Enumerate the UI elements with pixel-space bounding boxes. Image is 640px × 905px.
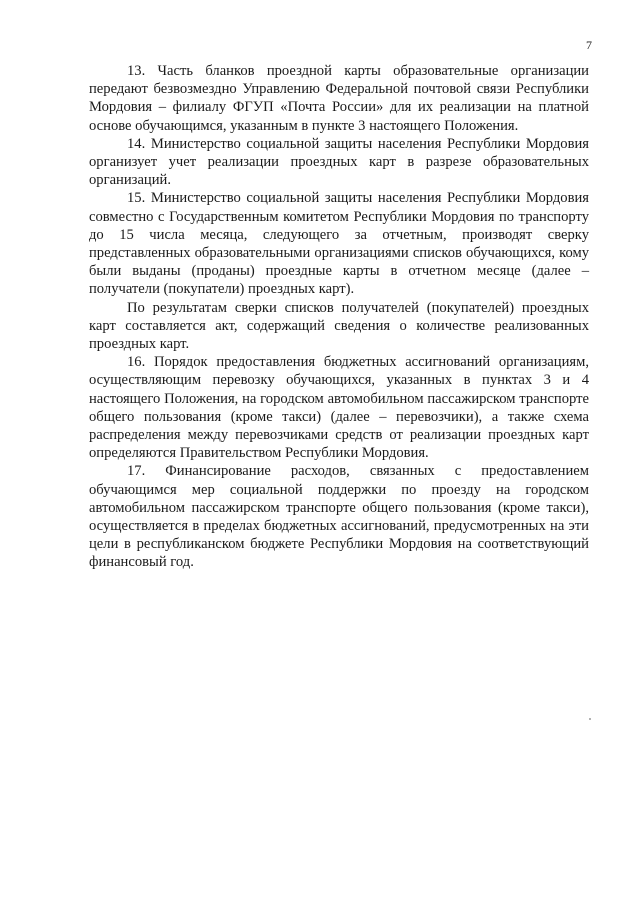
paragraph-15-act: По результатам сверки списков получателей (покупателей) проездных карт составляется акт, содержащий сведения о количестве реализованных проездных карт. bbox=[89, 299, 589, 353]
paragraph-16: 16. Порядок предоставления бюджетных ассигнований организациям, осуществляющим перевозку обучающихся, указанных в пунктах 3 и 4 настоящего Положения, на городском автомобильном пассажирском транспорте общего пользования (кроме такси) (далее – перевозчики), а также схема распределения между перевозчиками средств от реализации проездных карт определяются Правительством Республики Мордовия. bbox=[89, 354, 589, 462]
document-body bbox=[89, 62, 589, 572]
paragraph-14: 14. Министерство социальной защиты населения Республики Мордовия организует учет реализации проездных карт в разрезе образовательных организаций. bbox=[89, 135, 589, 189]
paragraph-13: 13. Часть бланков проездной карты образовательные организации передают безвозмездно Управлению Федеральной почтовой связи Республики Мордовия – филиалу ФГУП «Почта России» для их реализации на платной основе обучающимся, указанным в пункте 3 настоящего Положения. bbox=[89, 63, 589, 134]
scan-artifact bbox=[589, 718, 591, 720]
paragraph-15: 15. Министерство социальной защиты населения Республики Мордовия совместно с Государственным комитетом Республики Мордовия по транспорту до 15 числа месяца, следующего за отчетным, производят сверку представленных образовательными организациями списков обучающихся, кому были выданы (проданы) проездные карты в отчетном месяце (далее – получатели (покупатели) проездных карт). bbox=[89, 190, 589, 298]
paragraph-17: 17. Финансирование расходов, связанных с предоставлением обучающимся мер социальной поддержки по проезду на городском автомобильном пассажирском транспорте общего пользования (кроме такси), осуществляется в пределах бюджетных ассигнований, предусмотренных на эти цели в республиканском бюджете Республики Мордовия на соответствующий финансовый год. bbox=[89, 463, 589, 571]
page-number: 7 bbox=[586, 38, 592, 52]
